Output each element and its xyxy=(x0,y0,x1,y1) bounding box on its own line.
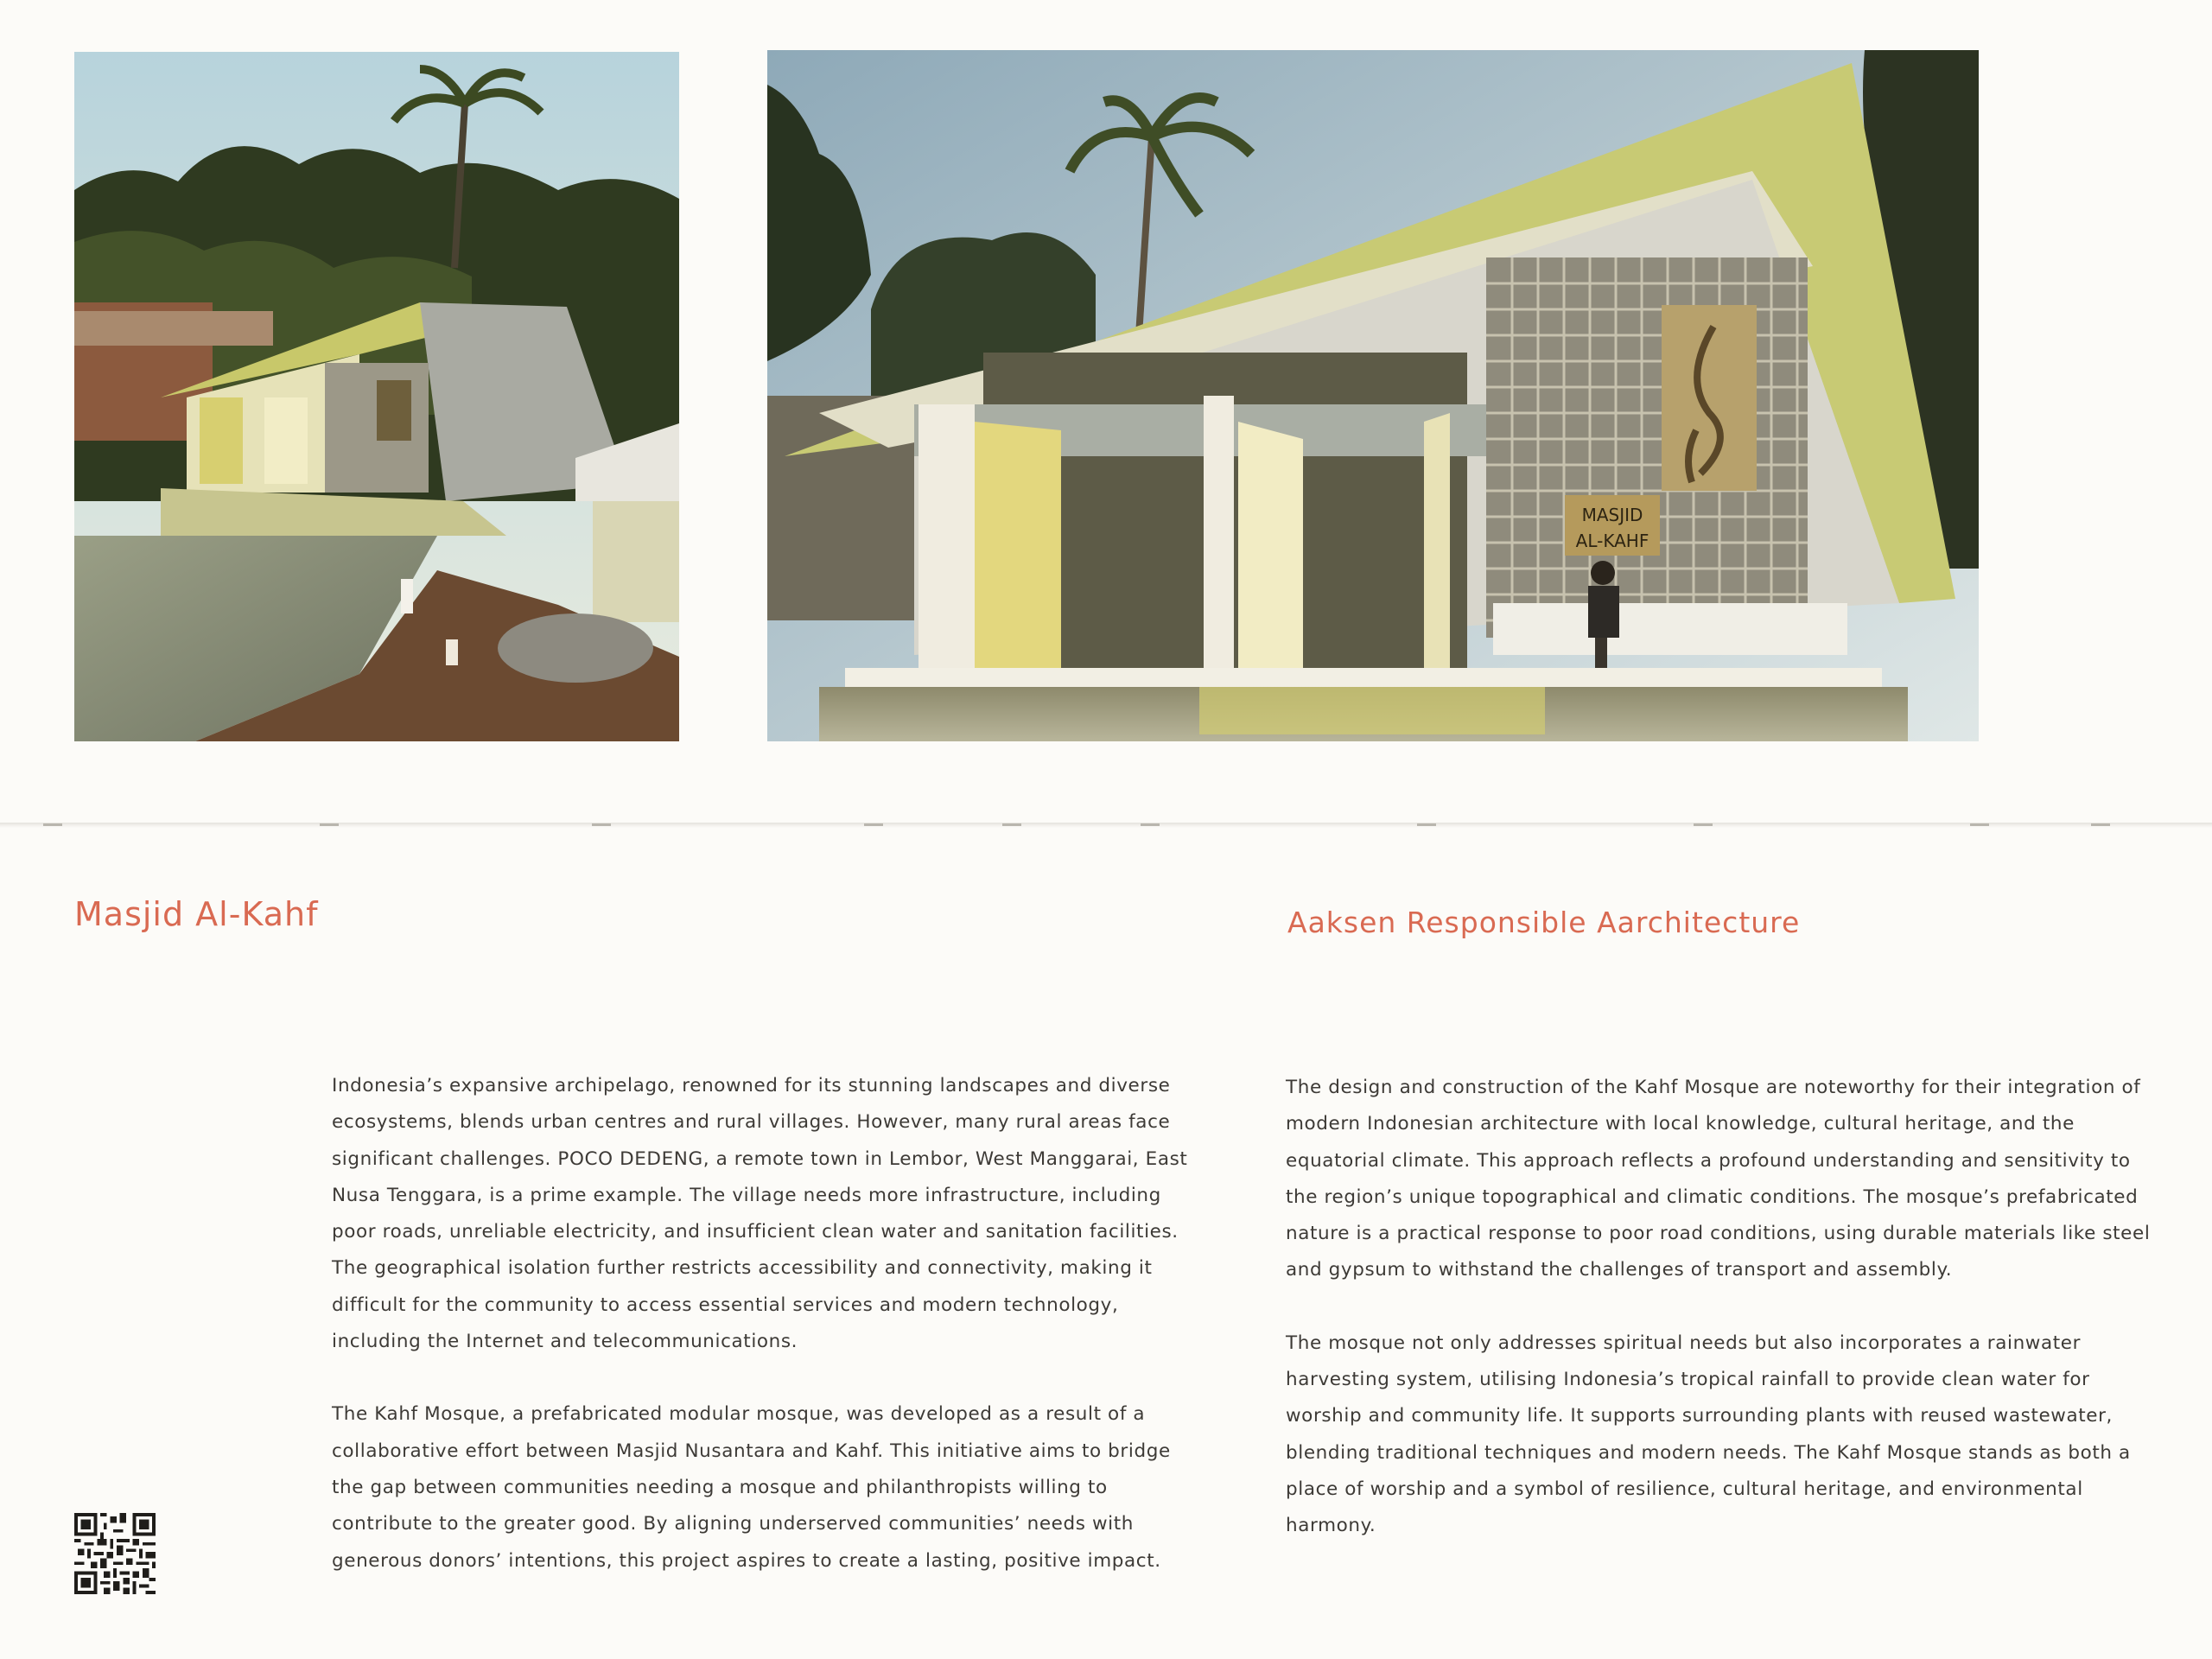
sign-line-1: MASJID xyxy=(1581,505,1643,525)
fold-mark xyxy=(43,823,62,826)
fold-mark xyxy=(1141,823,1160,826)
mosque-aerial-photo xyxy=(74,52,679,741)
fold-mark xyxy=(1970,823,1989,826)
project-title: Masjid Al-Kahf xyxy=(74,895,319,933)
right-text-column xyxy=(1286,1070,2158,1581)
fold-mark xyxy=(1002,823,1021,826)
paragraph: The Kahf Mosque, a prefabricated modular mosque, was developed as a result of a collaborative effort between Masjid Nusantara and Kahf. This initiative aims to bridge the gap between communities needing a mosque and philanthropists willing to contribute to the greater good. By aligning underserved communities’ needs with generous donors’ intentions, this project aspires to create a lasting, positive impact. xyxy=(332,1403,1171,1572)
paragraph: The mosque not only addresses spiritual needs but also incorporates a rainwater harvesting system, utilising Indonesia’s tropical rainfall to provide clean water for worship and community life. It supports surrounding plants with reused wastewater, blending traditional techniques and modern needs. The Kahf Mosque stands as both a place of worship and a symbol of resilience, cultural heritage, and environmental harmony. xyxy=(1286,1332,2131,1537)
paragraph: The design and construction of the Kahf Mosque are noteworthy for their integration of modern Indonesian architecture with local knowledge, cultural heritage, and the equatorial climate. This approach reflects a profound understanding and sensitivity to the region’s unique topographical and climatic conditions. The mosque’s prefabricated nature is a practical response to poor road conditions, using durable materials like steel and gypsum to withstand the challenges of transport and assembly. xyxy=(1286,1077,2151,1281)
fold-mark xyxy=(1694,823,1713,826)
fold-mark xyxy=(1417,823,1436,826)
fold-mark xyxy=(320,823,339,826)
fold-mark xyxy=(864,823,883,826)
left-text-column xyxy=(332,1068,1205,1616)
qr-code-icon[interactable] xyxy=(74,1513,156,1594)
architect-name: Aaksen Responsible Aarchitecture xyxy=(1287,906,1801,939)
mosque-front-photo xyxy=(767,50,1979,741)
fold-mark xyxy=(592,823,611,826)
fold-mark xyxy=(2091,823,2110,826)
paragraph: Indonesia’s expansive archipelago, renowned for its stunning landscapes and diverse ecosystems, blends urban centres and rural villages. However, many rural areas face significant challenges. POCO DEDENG, a remote town in Lembor, West Manggarai, East Nusa Tenggara, is a prime example. The village needs more infrastructure, including poor roads, unreliable electricity, and insufficient clean water and sanitation facilities. The geographical isolation further restricts accessibility and connectivity, making it difficult for the community to access essential services and modern technology, including the Internet and telecommunications. xyxy=(332,1075,1188,1353)
sign-line-2: AL-KAHF xyxy=(1575,531,1649,551)
